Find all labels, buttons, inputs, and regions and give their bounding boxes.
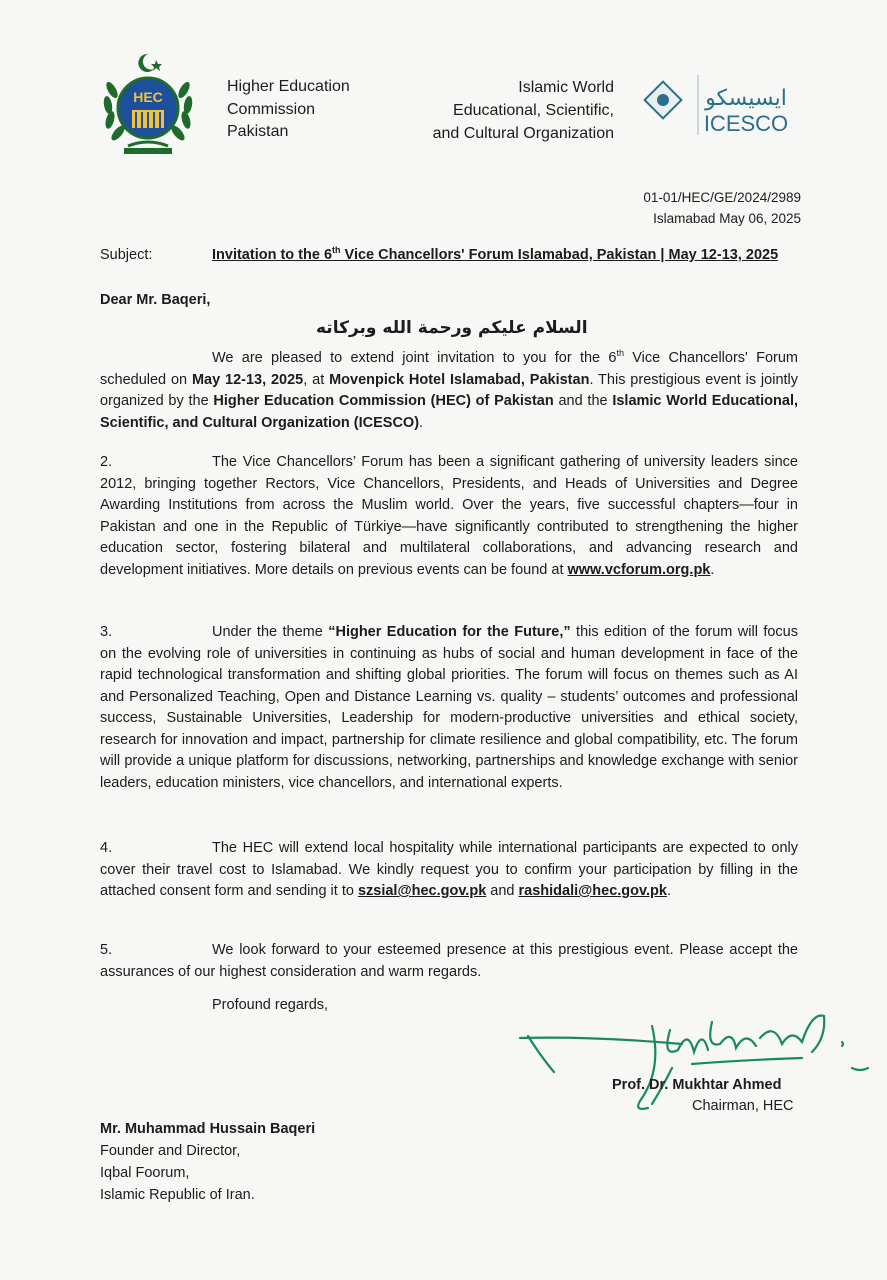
text: We look forward to your esteemed presence at this prestigious event. Please accept the assurances of our highest consideration and warm regards. [100, 942, 798, 980]
recipient-block [100, 1118, 315, 1206]
email-link-szsial[interactable]: szsial@hec.gov.pk [357, 883, 487, 899]
hec-line: Higher Education [227, 78, 350, 95]
subject-label: Subject: [100, 247, 153, 263]
text: . [710, 561, 715, 578]
text: We are pleased to extend joint invitation to you for the 6 [212, 350, 617, 366]
paragraph-number: 4. [100, 840, 113, 856]
text: . This prestigious event is jointly organized by the [100, 371, 799, 409]
signer-name: Prof. Dr. Mukhtar Ahmed [612, 1077, 782, 1093]
hec-logo [98, 50, 198, 160]
text: . [666, 883, 671, 899]
closing: Profound regards, [212, 997, 329, 1013]
subject-part: Invitation to the 6 [212, 247, 333, 263]
letter-date: Islamabad May 06, 2025 [653, 211, 801, 226]
icesco-line: Islamic World [518, 79, 614, 96]
text: The HEC will extend local hospitality while international participants are expected to only cover their travel cost to Islamabad. We kindly request you to confirm your participation by filling in the attached consent form and sending it to [100, 840, 798, 899]
event-dates: May 12-13, 2025 [191, 371, 304, 388]
text: , at [303, 371, 330, 388]
recipient-line: Iqbal Foorum, [100, 1165, 190, 1181]
recipient-line: Founder and Director, [100, 1143, 241, 1159]
paragraph-5 [100, 940, 798, 983]
paragraph-number: 2. [100, 454, 113, 470]
hec-org-name [227, 76, 350, 144]
hec-line: Commission [227, 100, 316, 118]
paragraph-4 [100, 838, 798, 903]
signer-block [612, 1075, 794, 1117]
icesco-org-name [433, 76, 614, 145]
svg-text:ICESCO: ICESCO [703, 111, 789, 136]
recipient-name: Mr. Muhammad Hussain Baqeri [100, 1121, 316, 1137]
salutation: Dear Mr. Baqeri, [100, 292, 211, 308]
svg-text:HEC: HEC [133, 89, 163, 105]
paragraph-3 [100, 622, 798, 794]
subject-sup: th [332, 245, 341, 256]
icesco-logo [628, 55, 790, 155]
paragraph-number: 3. [100, 624, 113, 640]
text: this edition of the forum will focus on the evolving role of universities in continuing as hubs of social and human development in face of the rapid technological transformation and shifting global priorities. The forum will focus on themes such as AI and Personalized Teaching, Open and Distance Learning vs. quality – students’ outcomes and professional success, Sustainable Universities, Leadership for modern-productive universities and ethical society, research for innovation and impact, partnership for climate resilience and global compatibility, etc. The forum will provide a unique platform for discussions, networking, partnerships and knowledge exchange with senior leaders, education ministers, vice chancellors, and international experts. [100, 624, 798, 791]
text: and [486, 883, 519, 899]
sup: th [616, 348, 624, 359]
organizer-icesco: Islamic World Educational, Scientific, and Cultural Organization (ICESCO) [100, 393, 799, 431]
text: The Vice Chancellors’ Forum has been a significant gathering of university leaders since 2012, bringing together Rectors, Vice Chancellors, Presidents, and Heads of Universities and Degree Awarding Institutions from across the Muslim world. Over the years, five successful chapters—four in Pakistan and one in the Republic of Türkiye—have significantly contributed to strengthening the higher education sector, fostering bilateral and multilateral collaborations, and advancing research and development initiatives. More details on previous events can be found at [100, 454, 798, 578]
text: Vice Chancellors' Forum scheduled on [100, 350, 798, 388]
icesco-line: Educational, Scientific, [453, 102, 614, 119]
forum-theme: “Higher Education for the Future,” [328, 624, 571, 640]
svg-text:ايسيسكو: ايسيسكو [705, 86, 787, 111]
event-venue: Movenpick Hotel Islamabad, Pakistan [329, 371, 590, 388]
recipient-line: Islamic Republic of Iran. [100, 1187, 255, 1203]
text: Under the theme [212, 624, 329, 640]
subject-text [212, 247, 778, 263]
arabic-greeting: السلام عليكم ورحمة الله وبركاته [316, 318, 588, 338]
icesco-line: and Cultural Organization [432, 125, 614, 142]
reference-block [643, 187, 801, 229]
paragraph-1 [100, 348, 798, 434]
paragraph-number: 5. [100, 942, 113, 958]
subject-part: Vice Chancellors' Forum Islamabad, Pakistan | May 12-13, 2025 [340, 247, 779, 263]
signer-title: Chairman, HEC [692, 1098, 794, 1114]
text: and the [553, 393, 613, 409]
paragraph-2 [100, 452, 798, 581]
text: . [419, 414, 424, 431]
organizer-hec: Higher Education Commission (HEC) of Pakistan [213, 393, 554, 409]
hec-line: Pakistan [227, 123, 289, 140]
reference-number: 01-01/HEC/GE/2024/2989 [643, 190, 801, 205]
email-link-rashidali[interactable]: rashidali@hec.gov.pk [518, 883, 667, 899]
vcforum-link[interactable]: www.vcforum.org.pk [567, 561, 711, 578]
